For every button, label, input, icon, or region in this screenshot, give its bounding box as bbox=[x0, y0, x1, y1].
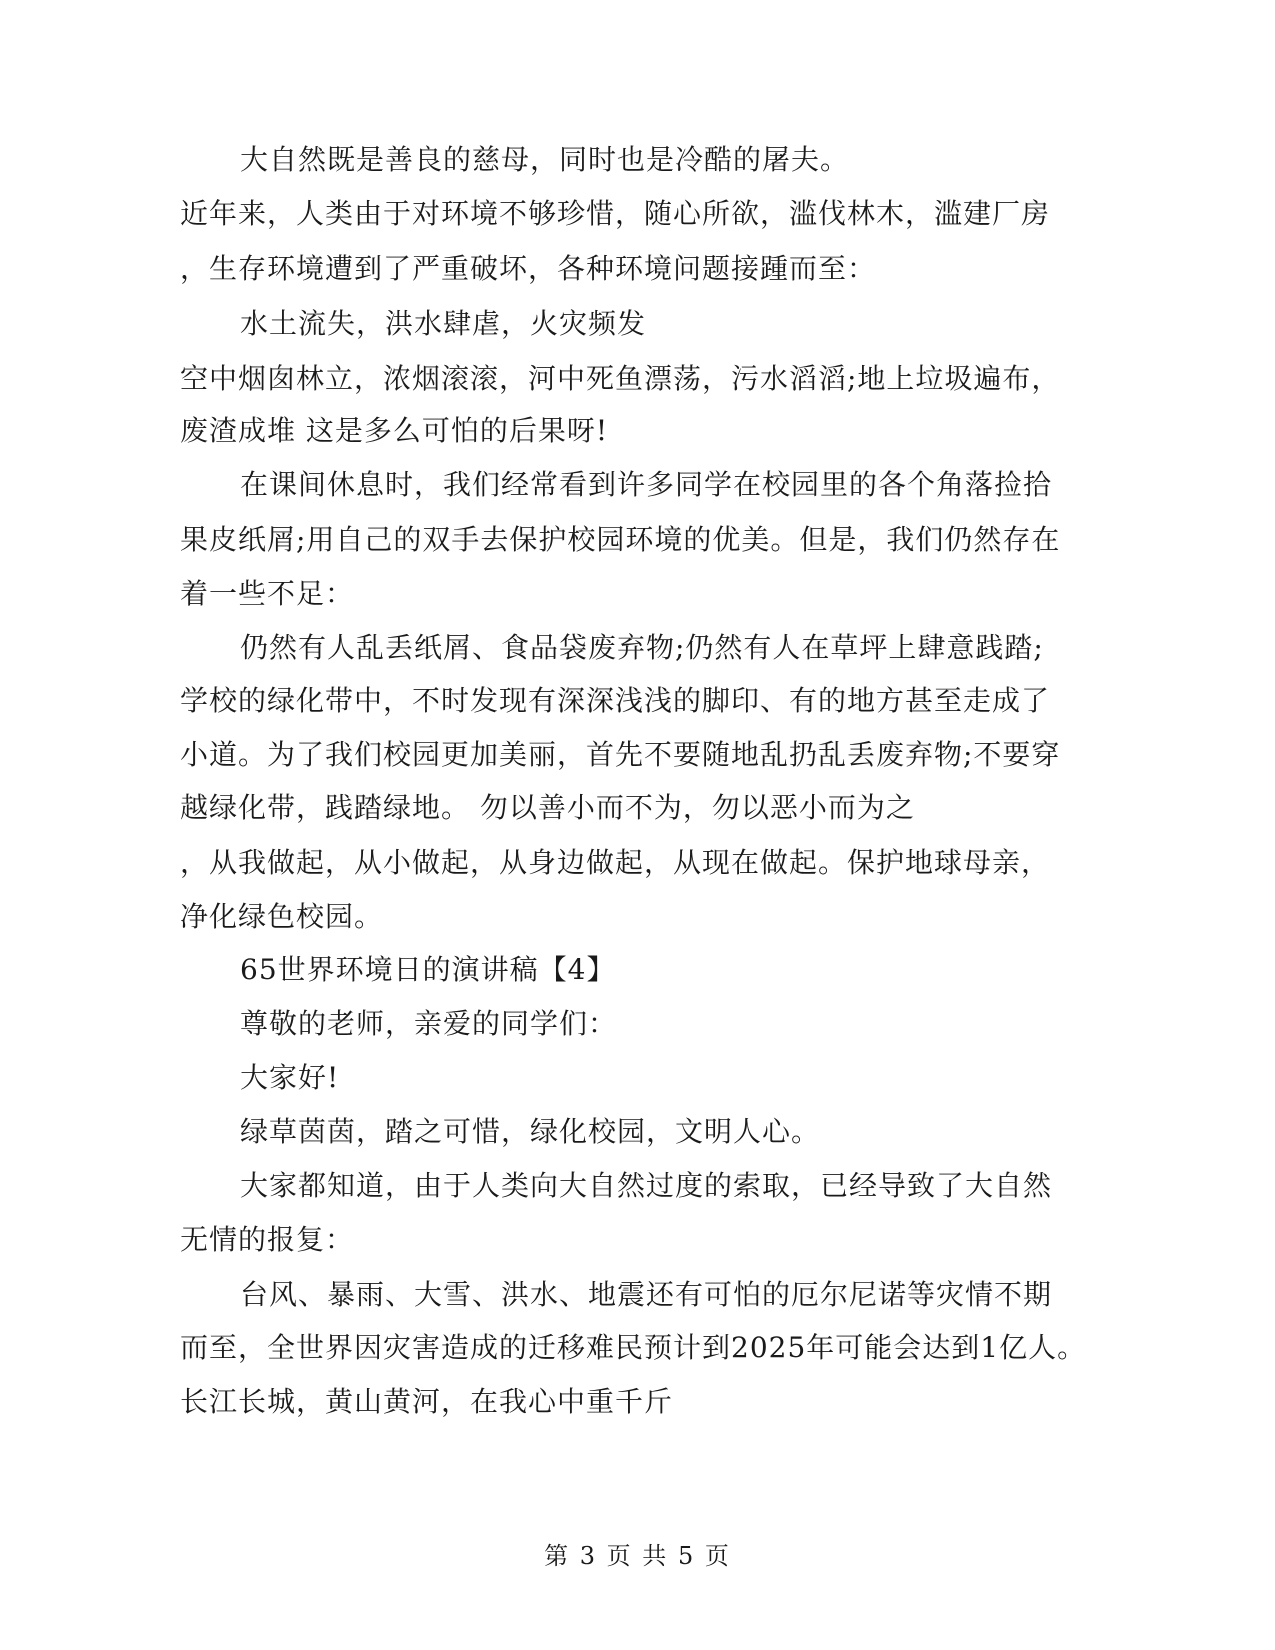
text-line: 学校的绿化带中，不时发现有深深浅浅的脚印、有的地方甚至走成了 bbox=[180, 684, 1051, 717]
text-line: 废渣成堆 这是多么可怕的后果呀! bbox=[180, 414, 609, 447]
text-line: 长江长城，黄山黄河，在我心中重千斤 bbox=[180, 1385, 674, 1418]
text-line: 越绿化带，践踏绿地。 勿以善小而不为，勿以恶小而为之 bbox=[180, 791, 915, 824]
text-line: 空中烟囱林立，浓烟滚滚，河中死鱼漂荡，污水滔滔;地上垃圾遍布， bbox=[180, 362, 1061, 395]
text-line: ，从我做起，从小做起，从身边做起，从现在做起。保护地球母亲， bbox=[180, 846, 1051, 879]
text-line: 仍然有人乱丢纸屑、食品袋废弃物;仍然有人在草坪上肆意践踏; bbox=[240, 631, 1044, 664]
text-line: 着一些不足： bbox=[180, 577, 355, 610]
text-line: 近年来，人类由于对环境不够珍惜，随心所欲，滥伐林木，滥建厂房 bbox=[180, 197, 1051, 230]
text-line: 尊敬的老师，亲爱的同学们： bbox=[240, 1007, 618, 1040]
page-number-footer: 第 3 页 共 5 页 bbox=[544, 1542, 731, 1570]
text-line: 小道。为了我们校园更加美丽，首先不要随地乱扔乱丢废弃物;不要穿 bbox=[180, 738, 1061, 771]
text-line: 台风、暴雨、大雪、洪水、地震还有可怕的厄尔尼诺等灾情不期 bbox=[240, 1278, 1053, 1311]
text-line: ，生存环境遭到了严重破坏，各种环境问题接踵而至： bbox=[180, 252, 877, 285]
text-line: 而至，全世界因灾害造成的迁移难民预计到2025年可能会达到1亿人。 bbox=[180, 1331, 1087, 1364]
text-line: 净化绿色校园。 bbox=[180, 900, 384, 933]
text-line: 大家好! bbox=[240, 1061, 340, 1094]
text-line: 果皮纸屑;用自己的双手去保护校园环境的优美。但是，我们仍然存在 bbox=[180, 523, 1061, 556]
section-heading: 65世界环境日的演讲稿【4】 bbox=[240, 953, 616, 986]
text-line: 大家都知道，由于人类向大自然过度的索取，已经导致了大自然 bbox=[240, 1169, 1053, 1202]
text-line: 无情的报复： bbox=[180, 1223, 355, 1256]
text-line: 大自然既是善良的慈母，同时也是冷酷的屠夫。 bbox=[240, 143, 850, 176]
text-line: 绿草茵茵，踏之可惜，绿化校园，文明人心。 bbox=[240, 1115, 821, 1148]
text-line: 水土流失，洪水肆虐，火灾频发 bbox=[240, 307, 647, 340]
text-line: 在课间休息时，我们经常看到许多同学在校园里的各个角落捡拾 bbox=[240, 468, 1053, 501]
